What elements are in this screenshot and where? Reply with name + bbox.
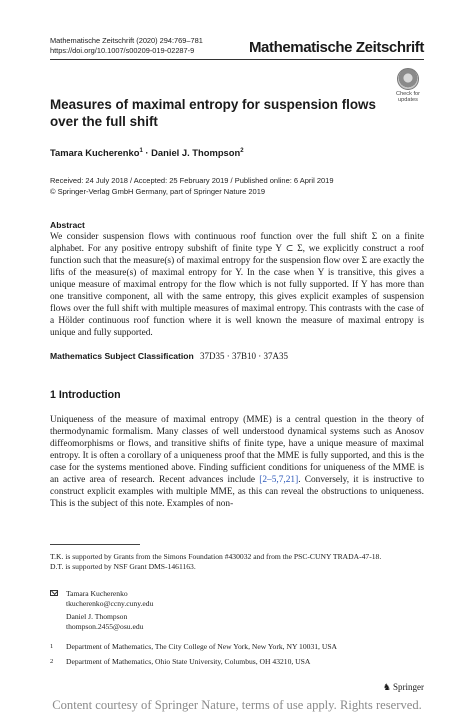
coauthor: Daniel J. Thompson thompson.2455@osu.edu <box>50 612 430 631</box>
check-for-updates-badge[interactable] <box>392 68 424 104</box>
subject-classification <box>50 351 288 361</box>
funding-footnote: T.K. is supported by Grants from the Simons Foundation #430032 and from the PSC-CUNY TRADA-47-18. D.T. is supported by NSF Grant DMS-1461163. <box>50 552 382 571</box>
email-link[interactable]: tkucherenko@ccny.cuny.edu <box>66 598 154 608</box>
affiliation-marker: 2 <box>240 148 244 154</box>
author-list <box>50 147 244 158</box>
abstract-heading: Abstract <box>50 220 85 230</box>
author-separator: · <box>145 147 149 158</box>
envelope-icon <box>50 590 58 596</box>
history-dates: Received: 24 July 2018 / Accepted: 25 February 2019 / Published online: 6 April 2019 <box>50 176 334 185</box>
journal-volume-line: Mathematische Zeitschrift (2020) 294:769–781 <box>50 36 203 45</box>
journal-citation <box>50 36 203 56</box>
section-heading: 1 Introduction <box>50 389 121 401</box>
affiliation: 1 Department of Mathematics, The City College of New York, New York, NY 10031, USA <box>50 642 338 651</box>
affiliation-marker: 1 <box>139 148 143 154</box>
publisher-logo: ♞ Springer <box>382 682 424 692</box>
article-title: Measures of maximal entropy for suspension flows over the full shift <box>50 97 376 129</box>
correspondence-block <box>50 589 430 631</box>
introduction-text: Uniqueness of the measure of maximal entropy (MME) is a central question in the theory of thermodynamic formalism. Many classes of well understood dynamical systems such as Anosov diffeomorphisms or flows, and transitive shifts of finite type, have a unique measure of maximal entropy. It is often a corollary of a uniqueness proof that the MME is fully supported, and this is the case for the systems mentioned above. Finding sufficient conditions for uniqueness of the MME is an active area of research. Recent advances include [2–5,7,21]. Conversely, it is instructive to construct explicit examples with multiple MME, as this can reveal the obstructions to uniqueness. This is the subject of this note. Examples of non- <box>50 415 424 509</box>
affiliation: 2 Department of Mathematics, Ohio State University, Columbus, OH 43210, USA <box>50 657 311 666</box>
journal-name: Mathematische Zeitschrift <box>248 39 424 56</box>
author-name[interactable]: Tamara Kucherenko <box>50 147 140 158</box>
msc-codes: 37D35 · 37B10 · 37A35 <box>200 351 288 361</box>
correspondence-author: Tamara Kucherenko tkucherenko@ccny.cuny.edu <box>50 589 430 608</box>
springer-horse-icon: ♞ <box>382 682 391 692</box>
footnote-rule <box>50 544 140 545</box>
email-link[interactable]: thompson.2455@osu.edu <box>66 621 144 631</box>
header-rule <box>50 59 424 60</box>
copyright-line: © Springer-Verlag GmbH Germany, part of Springer Nature 2019 <box>50 186 266 196</box>
citation-link[interactable]: [2–5,7,21] <box>259 475 299 485</box>
abstract-text: We consider suspension flows with continuous roof function over the full shift Σ on a finite alphabet. For any positive entropy subshift of finite type Y ⊂ Σ, we explicitly construct a roof function such that the measure(s) of maximal entropy for the suspension flow over Σ are exactly the lifts of the measure(s) of maximal entropy for Y. In the case when Y is transitive, this gives a unique measure of maximal entropy for the flow which is not fully supported. If Y has more than one transitive component, all with the same entropy, this gives explicit examples of suspension flows over the full shift with multiple measures of maximal entropy. This contrasts with the case of a Hölder continuous roof function where it is well known the measure of maximal entropy is unique and fully supported. <box>50 232 424 338</box>
check-for-updates-icon <box>397 68 419 90</box>
author-name[interactable]: Daniel J. Thompson <box>151 147 241 158</box>
msc-label: Mathematics Subject Classification <box>50 351 194 361</box>
courtesy-notice: Content courtesy of Springer Nature, terms of use apply. Rights reserved. <box>52 698 422 712</box>
badge-label: Check for updates <box>396 91 420 103</box>
publication-dates <box>50 176 334 197</box>
doi-link[interactable]: https://doi.org/10.1007/s00209-019-02287-9 <box>50 46 195 55</box>
